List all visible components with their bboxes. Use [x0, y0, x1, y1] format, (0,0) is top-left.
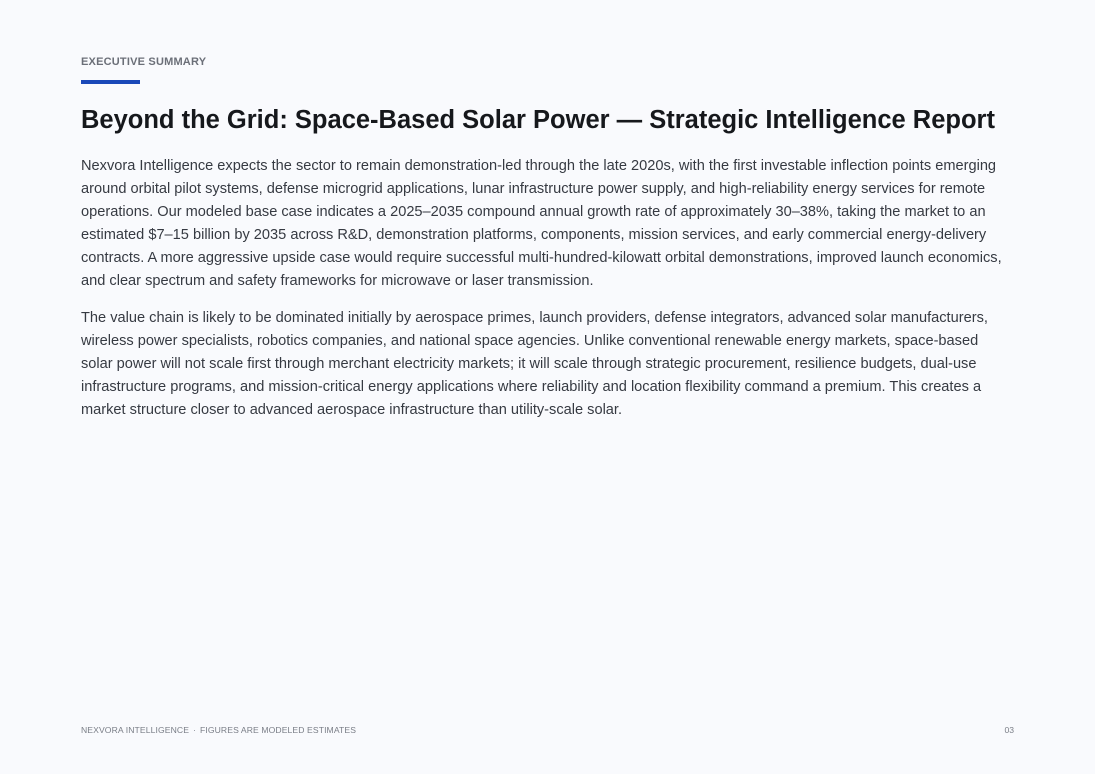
footer-separator: · [193, 725, 196, 735]
footer-disclaimer: FIGURES ARE MODELED ESTIMATES [200, 725, 357, 735]
page-title: Beyond the Grid: Space-Based Solar Power — Strategic Intelligence Report [81, 106, 995, 134]
accent-bar [81, 80, 140, 84]
summary-body [81, 155, 1005, 437]
paragraph-2: The value chain is likely to be dominated initially by aerospace primes, launch providers, defense integrators, advanced solar manufacturers, wireless power specialists, robotics companies, and national space agencies. Unlike conventional renewable energy markets, space-based solar power will not scale first through merchant electricity markets; it will scale through strategic procurement, resilience budgets, dual-use infrastructure programs, and mission-critical energy applications where reliability and location flexibility command a premium. This creates a market structure closer to advanced aerospace infrastructure than utility-scale solar. [81, 310, 988, 419]
paragraph-1: Nexvora Intelligence expects the sector to remain demonstration-led through the late 2020s, with the first investable inflection points emerging around orbital pilot systems, defense microgrid applications, lunar infrastructure power supply, and high-reliability energy services for remote operations. Our modeled base case indicates a 2025–2035 compound annual growth rate of approximately 30–38%, taking the market to an estimated $7–15 billion by 2035 across R&D, demonstration platforms, components, mission services, and early commercial energy-delivery contracts. A more aggressive upside case would require successful multi-hundred-kilowatt orbital demonstrations, improved launch economics, and clear spectrum and safety frameworks for microwave or laser transmission. [81, 158, 1002, 289]
footer-brand: NEXVORA INTELLIGENCE [81, 725, 190, 735]
report-page [81, 0, 1014, 774]
section-label: EXECUTIVE SUMMARY [81, 56, 207, 68]
footer-note [81, 725, 356, 735]
page-number: 03 [1004, 725, 1014, 735]
